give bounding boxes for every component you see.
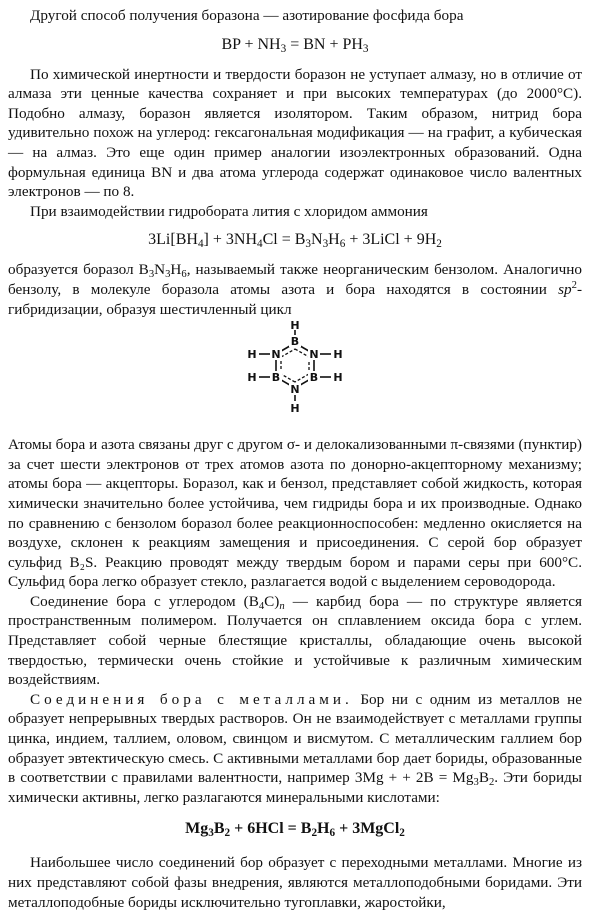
- hydrogen-upper-left: H: [247, 348, 257, 362]
- hydrogen-lower-left: H: [247, 371, 257, 385]
- hydrogen-upper-right: H: [333, 348, 343, 362]
- hydrogen-bottom: H: [290, 402, 300, 416]
- paragraph-reaction-intro: При взаимодействии гидробората лития с хлоридом аммония: [30, 202, 428, 220]
- paragraph-boron-carbide: Соединение бора с углеродом $(B_4C)_n$ — карбид бора — по структуре является пространственным полимером. Получается он сплавлением оксида бора с углем. Представляет собой черные блестящие кристаллы, обладающие очень высокой твердостью, термически очень стойкие и устойчивые к различным химическим воздействиям.: [8, 592, 582, 689]
- equation-borazole-synthesis: $3Li[BH_4] + 3NH_4Cl = B_3N_3H_6$ + 3LiCl + $9H_2$: [148, 231, 442, 251]
- atom-b-lower-right: B: [309, 371, 319, 385]
- atom-b-lower-left: B: [271, 371, 281, 385]
- atom-n-upper-left: N: [271, 348, 281, 362]
- paragraph-bonding: Атомы бора и азота связаны друг с другом σ- и делокализованными π-связями (пунктир) за счет шести электронов от трех атомов азота по донорно-акцепторному механизму; атомы бора — акцепторы. Боразол, как и бензол, представляет собой жидкость, которая химически значительно более устойчива, чем гидриды бора и их производные. Однако по сравнению с бензолом боразол более реакционноспособен: медленно окисляется на воздухе, склонен к реакциям замещения и присоединения. С серой бор образует сульфид B₂S. Реакцию проводят между твердым бором и парами серы при 600°С. Сульфид бора легко образует стекло, разлагается водой с выделением сероводорода.: [8, 436, 582, 591]
- paragraph-transition-metals: Наибольшее число соединений бор образует с переходными металлами. Многие из них представляют собой фазы внедрения, являются металлоподобными боридами. Эти металлоподобные бориды исключительно тугоплавки, жаростойки,: [8, 854, 582, 911]
- paragraph-metal-compounds: Соединения бора с металлами. Бор ни с одним из металлов не образует непрерывных твердых растворов. Он не взаимодействует с металлами группы цинка, индием, таллием, оловом, свинцом и висмутом. С металлическим галлием бор образует эвтектическую смесь. С активными металлами бор дает бориды, образованные в соответствии с правилами валентности, например 3Mg + + $2B = Mg_3B_2$. Эти бориды химически активны, легко разлагаются минеральными кислотами:: [8, 690, 583, 806]
- borazole-structure-diagram: [235, 321, 355, 431]
- equation-boride-acid: $Mg_3B_2 + 6HCl = B_2H_6$ + 3MgCl$_2$: [185, 820, 405, 840]
- paragraph-intro: Другой способ получения боразона — азотирование фосфида бора: [30, 7, 464, 24]
- equation-azotization: BP + $NH_3$ = BN + $PH_3$: [221, 35, 369, 55]
- paragraph-borazon-properties: По химической инертности и твердости боразон не уступает алмазу, но в отличие от алмаза эти ценные качества сохраняет и при высоких температурах (до 2000°С). Подобно алмазу, боразон является изолятором. Таким образом, нитрид бора удивительно похож на углерод: гексагональная модификация — на графит, а кубическая — на алмаз. Это еще один пример аналогии изоэлектронных образований. Одна формульная единица BN и два атома углерода содержат одинаковое число валентных электронов — по 8.: [8, 65, 582, 201]
- section-heading-metals: Соединения бора с металлами.: [30, 690, 353, 708]
- atom-b-top: B: [290, 335, 300, 349]
- hydrogen-top: H: [290, 321, 300, 333]
- atom-n-bottom: N: [290, 383, 300, 397]
- paragraph-borazole: образуется боразол $B_3N_3H_6$, называемый также неорганическим бензолом. Аналогично бензолу, в молекуле боразола атомы азота и бора находятся в состоянии $sp^2$-гибридизации, образуя шестичленный цикл: [8, 261, 582, 318]
- hydrogen-lower-right: H: [333, 371, 343, 385]
- delocalized-bonds-dashed: [281, 349, 309, 382]
- atom-n-upper-right: N: [309, 348, 319, 362]
